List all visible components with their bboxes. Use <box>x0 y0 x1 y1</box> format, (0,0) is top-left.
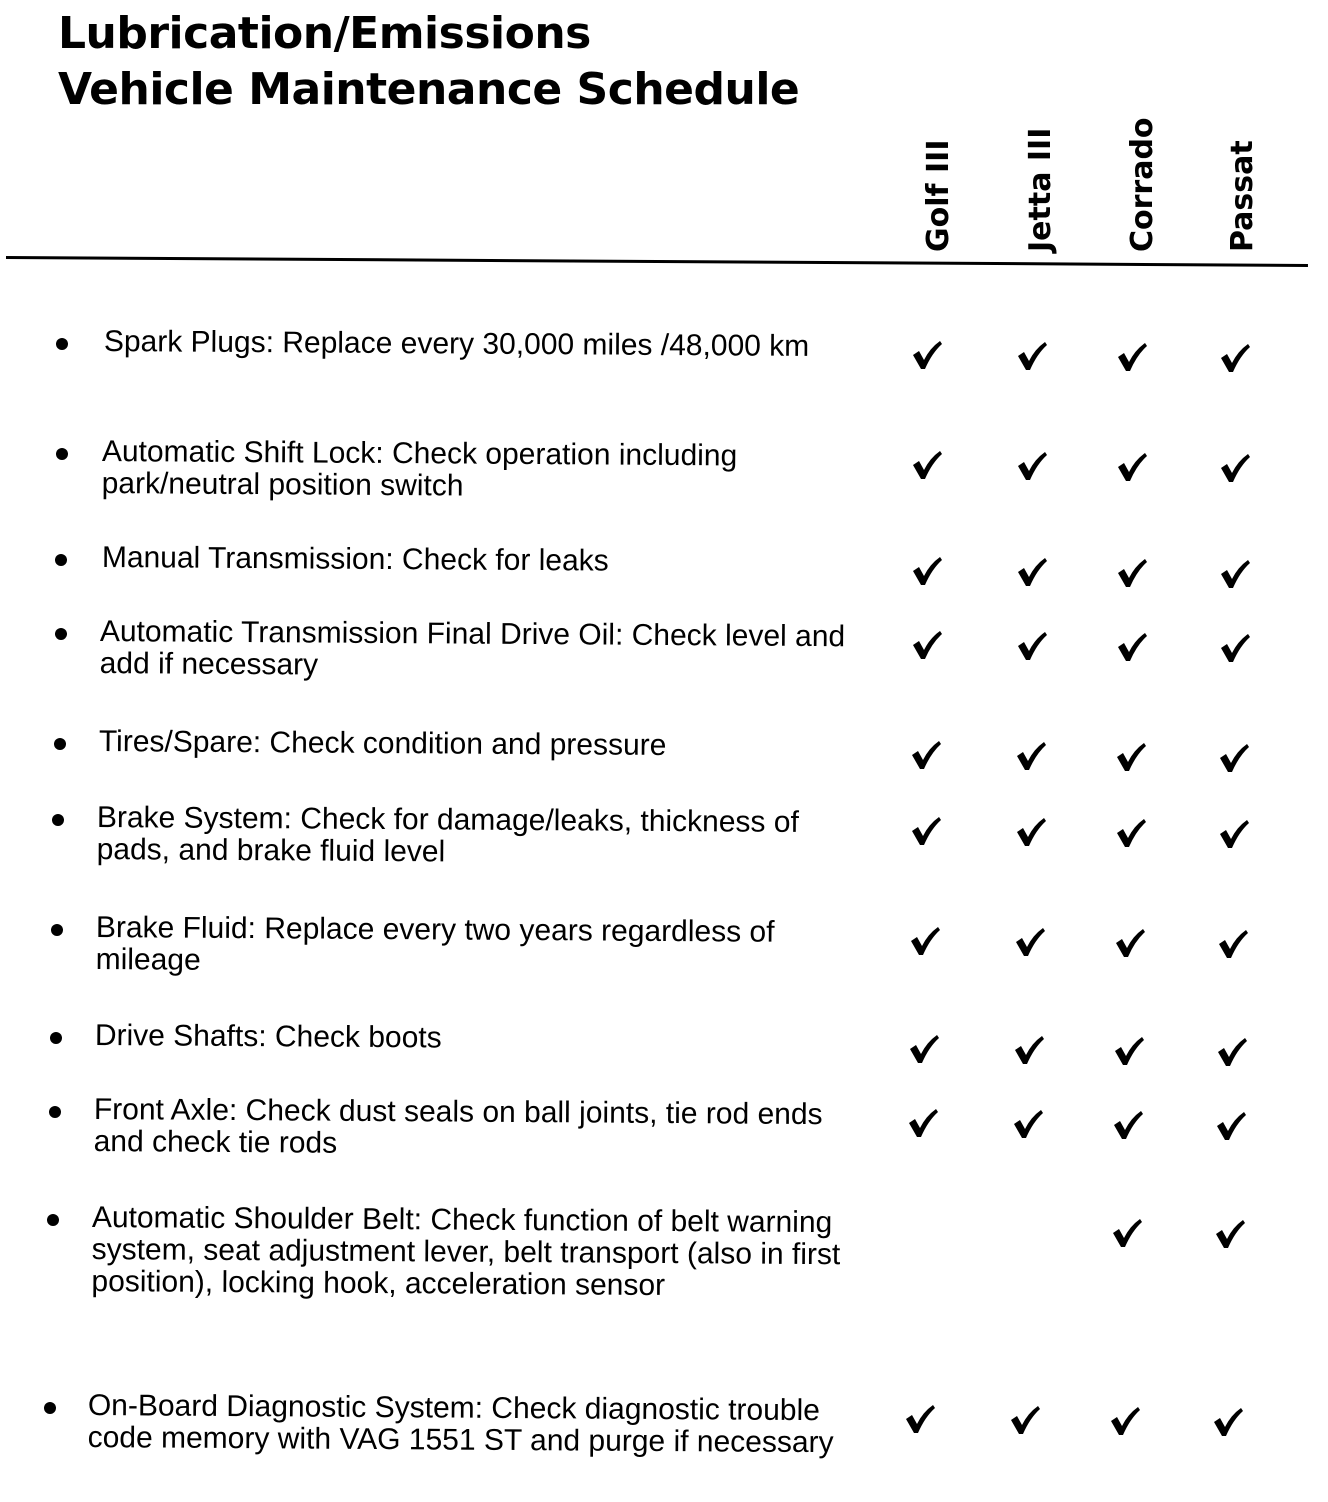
check-mark-icon <box>909 814 945 850</box>
check-mark-icon <box>907 1032 943 1068</box>
bullet-icon <box>55 554 67 566</box>
bullet-icon <box>55 628 67 640</box>
check-mark-icon <box>910 338 946 374</box>
schedule-item-text: Spark Plugs: Replace every 30,000 miles /48,000 km <box>103 325 810 363</box>
check-mark-icon <box>1015 449 1051 485</box>
check-mark-icon <box>1013 925 1049 961</box>
check-mark-icon <box>910 628 946 664</box>
check-mark-icon <box>910 448 946 484</box>
bullet-icon <box>49 1106 61 1118</box>
check-mark-icon <box>908 924 944 960</box>
column-header-passat: Passat <box>1225 140 1260 252</box>
check-mark-icon <box>1015 629 1051 665</box>
schedule-item-text: Front Axle: Check dust seals on ball joints, tie rod ends and check tie rods <box>93 1093 823 1160</box>
bullet-icon <box>56 448 68 460</box>
check-mark-icon <box>1012 1033 1048 1069</box>
check-mark-icon <box>1217 817 1253 853</box>
check-mark-icon <box>1008 1403 1044 1439</box>
check-mark-icon <box>1211 1405 1247 1441</box>
check-mark-icon <box>1213 1217 1249 1253</box>
bullet-icon <box>51 924 63 936</box>
schedule-item-text: Manual Transmission: Check for leaks <box>101 541 609 578</box>
bullet-icon <box>44 1402 56 1414</box>
check-mark-icon <box>1113 926 1149 962</box>
schedule-item-text: On-Board Diagnostic System: Check diagnostic trouble code memory with VAG 1551 ST and purge if necessary <box>87 1389 834 1460</box>
check-mark-icon <box>1114 740 1150 776</box>
check-mark-icon <box>1218 451 1254 487</box>
check-mark-icon <box>910 554 946 590</box>
check-mark-icon <box>1115 450 1151 486</box>
schedule-item-text: Automatic Shoulder Belt: Check function of belt warning system, seat adjustment lever, belt transport (also in first position), locking hook, acceleration sensor <box>91 1201 841 1303</box>
check-mark-icon <box>1216 927 1252 963</box>
check-mark-icon <box>1112 1034 1148 1070</box>
check-mark-icon <box>1015 555 1051 591</box>
check-mark-icon <box>1011 1107 1047 1143</box>
column-header-golf-iii: Golf III <box>921 139 956 252</box>
schedule-item-text: Drive Shafts: Check boots <box>94 1019 442 1055</box>
check-mark-icon <box>1115 630 1151 666</box>
schedule-item-text: Automatic Shift Lock: Check operation including park/neutral position switch <box>101 435 738 503</box>
check-mark-icon <box>1015 339 1051 375</box>
check-mark-icon <box>903 1402 939 1438</box>
check-mark-icon <box>1108 1404 1144 1440</box>
check-mark-icon <box>1114 816 1150 852</box>
title-line-2: Vehicle Maintenance Schedule <box>58 64 800 115</box>
page-title <box>58 6 799 118</box>
check-mark-icon <box>1218 557 1254 593</box>
bullet-icon <box>54 738 66 750</box>
schedule-item-text: Tires/Spare: Check condition and pressure <box>98 725 667 762</box>
schedule-item-text: Automatic Transmission Final Drive Oil: Check level and add if necessary <box>99 615 846 682</box>
check-mark-icon <box>1214 1109 1250 1145</box>
check-mark-icon <box>1218 631 1254 667</box>
title-line-1: Lubrication/Emissions <box>58 8 591 59</box>
check-mark-icon <box>1115 556 1151 592</box>
bullet-icon <box>50 1032 62 1044</box>
check-mark-icon <box>906 1106 942 1142</box>
bullet-icon <box>47 1214 59 1226</box>
check-mark-icon <box>1111 1108 1147 1144</box>
column-header-jetta-iii: Jetta III <box>1023 127 1058 252</box>
check-mark-icon <box>909 738 945 774</box>
check-mark-icon <box>1014 815 1050 851</box>
check-mark-icon <box>1110 1216 1146 1252</box>
schedule-item-text: Brake System: Check for damage/leaks, thickness of pads, and brake fluid level <box>96 801 799 869</box>
bullet-icon <box>52 814 64 826</box>
header-divider <box>6 256 1308 267</box>
check-mark-icon <box>1115 340 1151 376</box>
check-mark-icon <box>1215 1035 1251 1071</box>
column-header-corrado: Corrado <box>1125 117 1160 252</box>
check-mark-icon <box>1014 739 1050 775</box>
check-mark-icon <box>1218 341 1254 377</box>
check-mark-icon <box>1217 741 1253 777</box>
schedule-item-text: Brake Fluid: Replace every two years regardless of mileage <box>95 911 775 977</box>
bullet-icon <box>56 338 68 350</box>
